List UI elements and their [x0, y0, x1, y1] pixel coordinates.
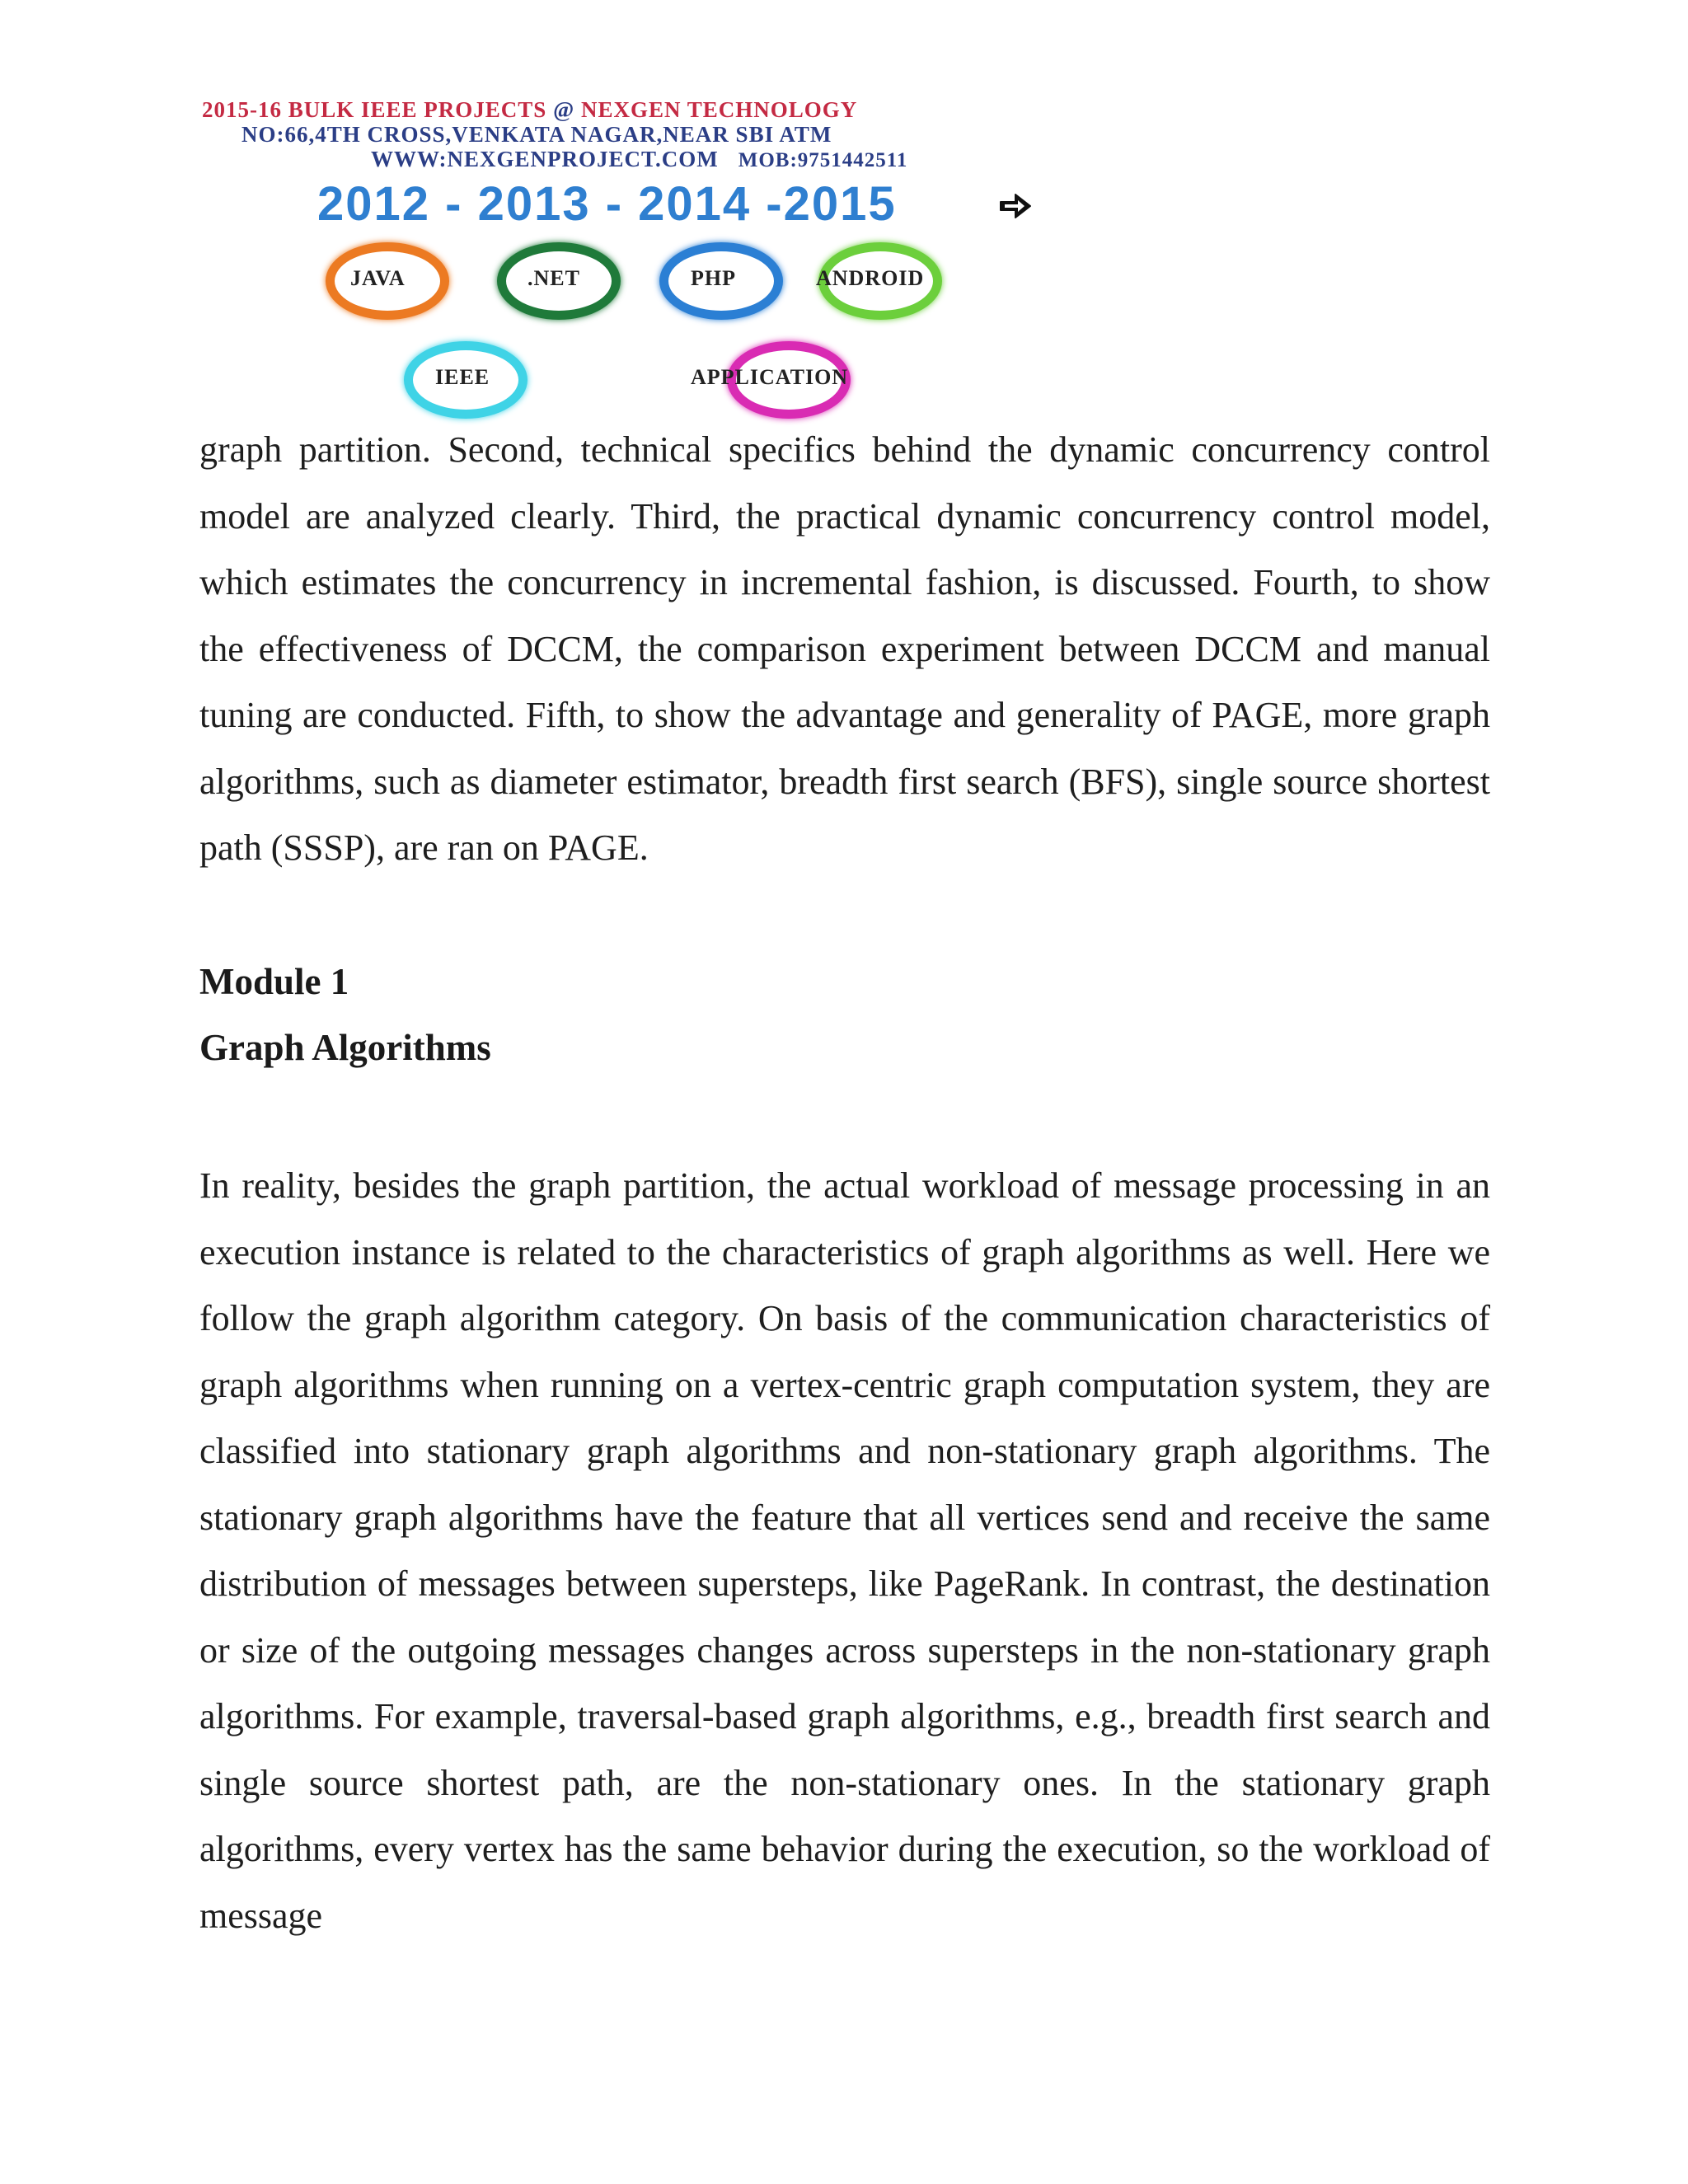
arrow-right-icon: [997, 188, 1034, 224]
banner-contact: [371, 147, 907, 172]
java-label: JAVA: [350, 266, 406, 290]
php-label: PHP: [691, 266, 736, 290]
dotnet-label: .NET: [528, 266, 580, 290]
module-heading: Module 1: [199, 961, 349, 1002]
banner-line-1: [202, 97, 857, 123]
intro-paragraph: graph partition. Second, technical specifics behind the dynamic concurrency control model are analyzed clearly. Third, the practical dynamic concurrency control model, which estimates the concurrency in incremental fashion, is discussed. Fourth, to show the effectiveness of DCCM, the comparison experiment between DCCM and manual tuning are conducted. Fifth, to show the advantage and generality of PAGE, more graph algorithms, such as diameter estimator, breadth first search (BFS), single source shortest path (SSSP), are ran on PAGE.: [199, 429, 1490, 868]
banner-mobile: MOB:9751442511: [738, 149, 908, 171]
banner-years: 2012 - 2013 - 2014 -2015: [317, 177, 897, 231]
banner-website: WWW:NEXGENPROJECT.COM: [371, 147, 719, 171]
application-label: APPLICATION: [691, 365, 849, 389]
banner-address: NO:66,4TH CROSS,VENKATA NAGAR,NEAR SBI ATM: [241, 122, 832, 147]
banner-at-sign: @: [553, 97, 575, 122]
banner-line-1-suffix: NEXGEN TECHNOLOGY: [574, 97, 858, 122]
banner-line-1-prefix: 2015-16 BULK IEEE PROJECTS: [202, 97, 554, 122]
graph-algorithms-paragraph: In reality, besides the graph partition, the actual workload of message processing in an execution instance is related to the characteristics of graph algorithms as well. Here we follow the graph algorithm category. On basis of the communication characteristics of graph algorithms when running on a vertex-centric graph computation system, they are classified into stationary graph algorithms and non-stationary graph algorithms. The stationary graph algorithms have the feature that all vertices send and receive the same distribution of messages between supersteps, like PageRank. In contrast, the destination or size of the outgoing messages changes across supersteps in the non-stationary graph algorithms. For example, traversal-based graph algorithms, e.g., breadth first search and single source shortest path, are the non-stationary ones. In the stationary graph algorithms, every vertex has the same behavior during the execution, so the workload of message: [199, 1165, 1490, 1936]
banner-advertisement: [202, 97, 1043, 427]
module-title: Graph Algorithms: [199, 1027, 491, 1068]
android-label: ANDROID: [816, 266, 925, 290]
ieee-label: IEEE: [435, 365, 490, 389]
